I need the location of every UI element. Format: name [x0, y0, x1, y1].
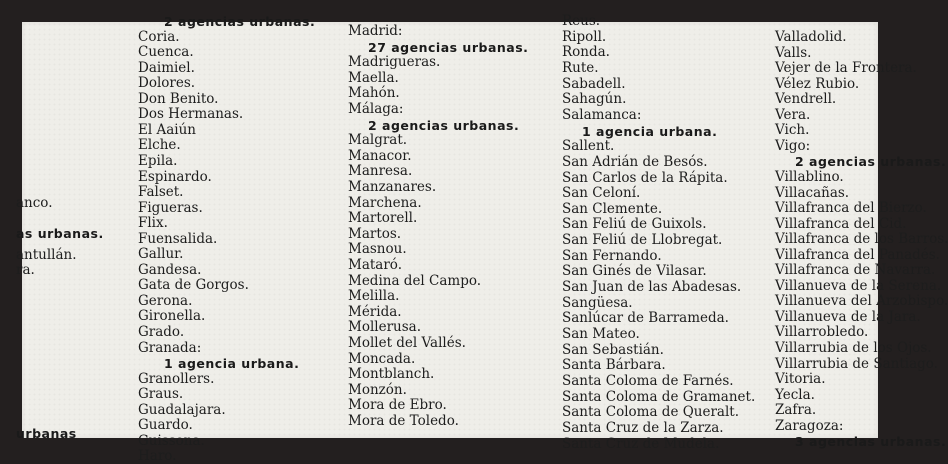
- city-entry: Villacañas.: [775, 185, 850, 201]
- city-entry: Daimiel.: [138, 60, 195, 76]
- directory-page: [16, 13, 948, 464]
- city-entry: Sanlúcar de Barrameda.: [562, 310, 729, 326]
- city-entry: Martos.: [348, 226, 402, 242]
- city-entry: Dolores.: [138, 75, 196, 91]
- city-entry: San Fernando.: [562, 248, 662, 264]
- city-entry: Villanueva de la Jara.: [775, 309, 921, 325]
- city-entry: Guissona.: [138, 433, 205, 449]
- city-entry: Santa Coloma de Farnés.: [562, 373, 734, 389]
- city-entry: Guardo.: [138, 417, 193, 433]
- city-entry: Rute.: [562, 60, 599, 76]
- city-entry: Valladolid.: [775, 29, 847, 45]
- city-entry: Santa Cruz de la Zarza.: [562, 420, 724, 436]
- city-entry: Dos Hermanas.: [138, 106, 244, 122]
- city-entry: Vich.: [775, 122, 810, 138]
- city-entry: Mahón.: [348, 85, 400, 101]
- city-entry: Manzanares.: [348, 179, 437, 195]
- city-entry: Elche.: [138, 137, 181, 153]
- city-entry: San Adrián de Besós.: [562, 154, 708, 170]
- city-entry: Mora de Toledo.: [348, 413, 459, 429]
- city-entry: Mérida.: [348, 304, 402, 320]
- agency-count-heading: 2 agencias urbanas.: [164, 14, 316, 29]
- city-entry: Madrigueras.: [348, 54, 441, 70]
- city-entry: Malgrat.: [348, 132, 408, 148]
- city-entry: San Celoní.: [562, 185, 641, 201]
- city-entry: Salamanca:: [562, 107, 642, 123]
- city-entry: Gata de Gorgos.: [138, 277, 249, 293]
- city-entry: Maella.: [348, 70, 399, 86]
- city-entry: Villablino.: [775, 169, 844, 185]
- city-entry: Vera.: [775, 107, 811, 123]
- city-entry: Ripoll.: [562, 29, 607, 45]
- city-entry: Mora de Ebro.: [348, 397, 447, 413]
- city-entry: Yecla.: [775, 387, 815, 403]
- agency-count-heading: as urbanas.: [16, 226, 104, 241]
- city-entry: Villafranca de los Barros.: [775, 231, 948, 247]
- city-entry: Sabadell.: [562, 76, 626, 92]
- city-entry: San Carlos de la Rápita.: [562, 170, 728, 186]
- agency-count-heading: 2 agencias urbanas.: [795, 154, 947, 169]
- city-entry: Mollet del Vallés.: [348, 335, 466, 351]
- city-entry: San Clemente.: [562, 201, 663, 217]
- city-entry: Masnou.: [348, 241, 407, 257]
- city-entry: Marchena.: [348, 195, 422, 211]
- city-entry: Gallur.: [138, 246, 184, 262]
- agency-count-heading: 27 agencias urbanas.: [368, 40, 529, 55]
- city-entry: Vejer de la Frontera.: [775, 60, 917, 76]
- city-entry: Villafranca del Panadés.: [775, 247, 940, 263]
- city-entry: San Ginés de Vilasar.: [562, 263, 707, 279]
- city-entry: Coria.: [138, 29, 180, 45]
- city-entry: Medina del Campo.: [348, 273, 482, 289]
- city-entry: Villafranca del Bierzo.: [775, 200, 927, 216]
- city-entry: Vélez Rubio.: [775, 76, 860, 92]
- city-entry: Santa Bárbara.: [562, 357, 666, 373]
- city-entry: Cuenca.: [138, 44, 194, 60]
- city-entry: San Mateo.: [562, 326, 640, 342]
- city-entry: Villanueva del Arzobispo.: [775, 293, 948, 309]
- city-entry: Villafranca de Navarra.: [775, 262, 936, 278]
- city-entry: Martorell.: [348, 210, 418, 226]
- city-entry: Gandesa.: [138, 262, 202, 278]
- city-entry: Figueras.: [138, 200, 203, 216]
- city-entry: Manacor.: [348, 148, 412, 164]
- city-entry: Grado.: [138, 324, 185, 340]
- city-entry: Sahagún.: [562, 91, 627, 107]
- city-entry: Villanueva de la Serena.: [775, 278, 942, 294]
- city-entry: Villafranca del Cid.: [775, 216, 907, 232]
- city-entry: Fuensalida.: [138, 231, 218, 247]
- city-entry: Guadalajara.: [138, 402, 226, 418]
- agency-count-heading: urbanas: [16, 426, 77, 441]
- city-entry: Ronda.: [562, 44, 610, 60]
- city-entry: Vendrell.: [775, 91, 837, 107]
- city-entry: San Feliú de Guixols.: [562, 216, 707, 232]
- city-entry: Melilla.: [348, 288, 400, 304]
- city-entry: Mataró.: [348, 257, 402, 273]
- city-entry: Villarrubia de Santiago.: [775, 356, 938, 372]
- city-entry: San Feliú de Llobregat.: [562, 232, 723, 248]
- city-entry: Montblanch.: [348, 366, 435, 382]
- city-entry: Moncada.: [348, 351, 416, 367]
- city-entry: Villarrobledo.: [775, 324, 869, 340]
- city-entry: Granada:: [138, 340, 202, 356]
- city-entry: San Sebastián.: [562, 342, 664, 358]
- city-entry: Málaga:: [348, 101, 404, 117]
- agency-count-heading: 1 agencia urbana.: [582, 124, 718, 139]
- city-entry: anco.: [16, 195, 53, 211]
- agency-count-heading: 1 agencia urbana.: [164, 356, 300, 371]
- city-entry: El Aaiún: [138, 122, 196, 138]
- city-entry: Reus.: [562, 13, 601, 29]
- city-entry: Mollerusa.: [348, 319, 421, 335]
- city-entry: Vitoria.: [775, 371, 826, 387]
- agency-count-heading: 3 agencias urbanas.: [795, 434, 947, 449]
- city-entry: Zaragoza:: [775, 418, 844, 434]
- city-entry: San Juan de las Abadesas.: [562, 279, 742, 295]
- city-entry: Santa Coloma de Queralt.: [562, 404, 740, 420]
- city-entry: Sangüesa.: [562, 295, 633, 311]
- city-entry: Santa Cruz de Mudela.: [562, 436, 720, 452]
- city-entry: Madrid:: [348, 23, 403, 39]
- agency-count-heading: 2 agencias urbanas.: [368, 118, 520, 133]
- city-entry: Villarrubia de los Ojos.: [775, 340, 932, 356]
- city-entry: Epila.: [138, 153, 178, 169]
- city-entry: Gerona.: [138, 293, 193, 309]
- city-entry: Haro.: [138, 448, 177, 464]
- city-entry: Gironella.: [138, 308, 206, 324]
- city-entry: Graus.: [138, 386, 184, 402]
- city-entry: antullán.: [16, 247, 77, 263]
- city-entry: Espinardo.: [138, 169, 212, 185]
- city-entry: Zafra.: [775, 402, 817, 418]
- city-entry: Vigo:: [775, 138, 811, 154]
- city-entry: Flix.: [138, 215, 168, 231]
- city-entry: Santa Coloma de Gramanet.: [562, 389, 756, 405]
- city-entry: Sallent.: [562, 138, 615, 154]
- city-entry: Don Benito.: [138, 91, 219, 107]
- city-entry: ra.: [16, 262, 35, 278]
- city-entry: Monzón.: [348, 382, 407, 398]
- city-entry: Falset.: [138, 184, 184, 200]
- city-entry: Valls.: [775, 45, 812, 61]
- city-entry: Granollers.: [138, 371, 215, 387]
- city-entry: Manresa.: [348, 163, 413, 179]
